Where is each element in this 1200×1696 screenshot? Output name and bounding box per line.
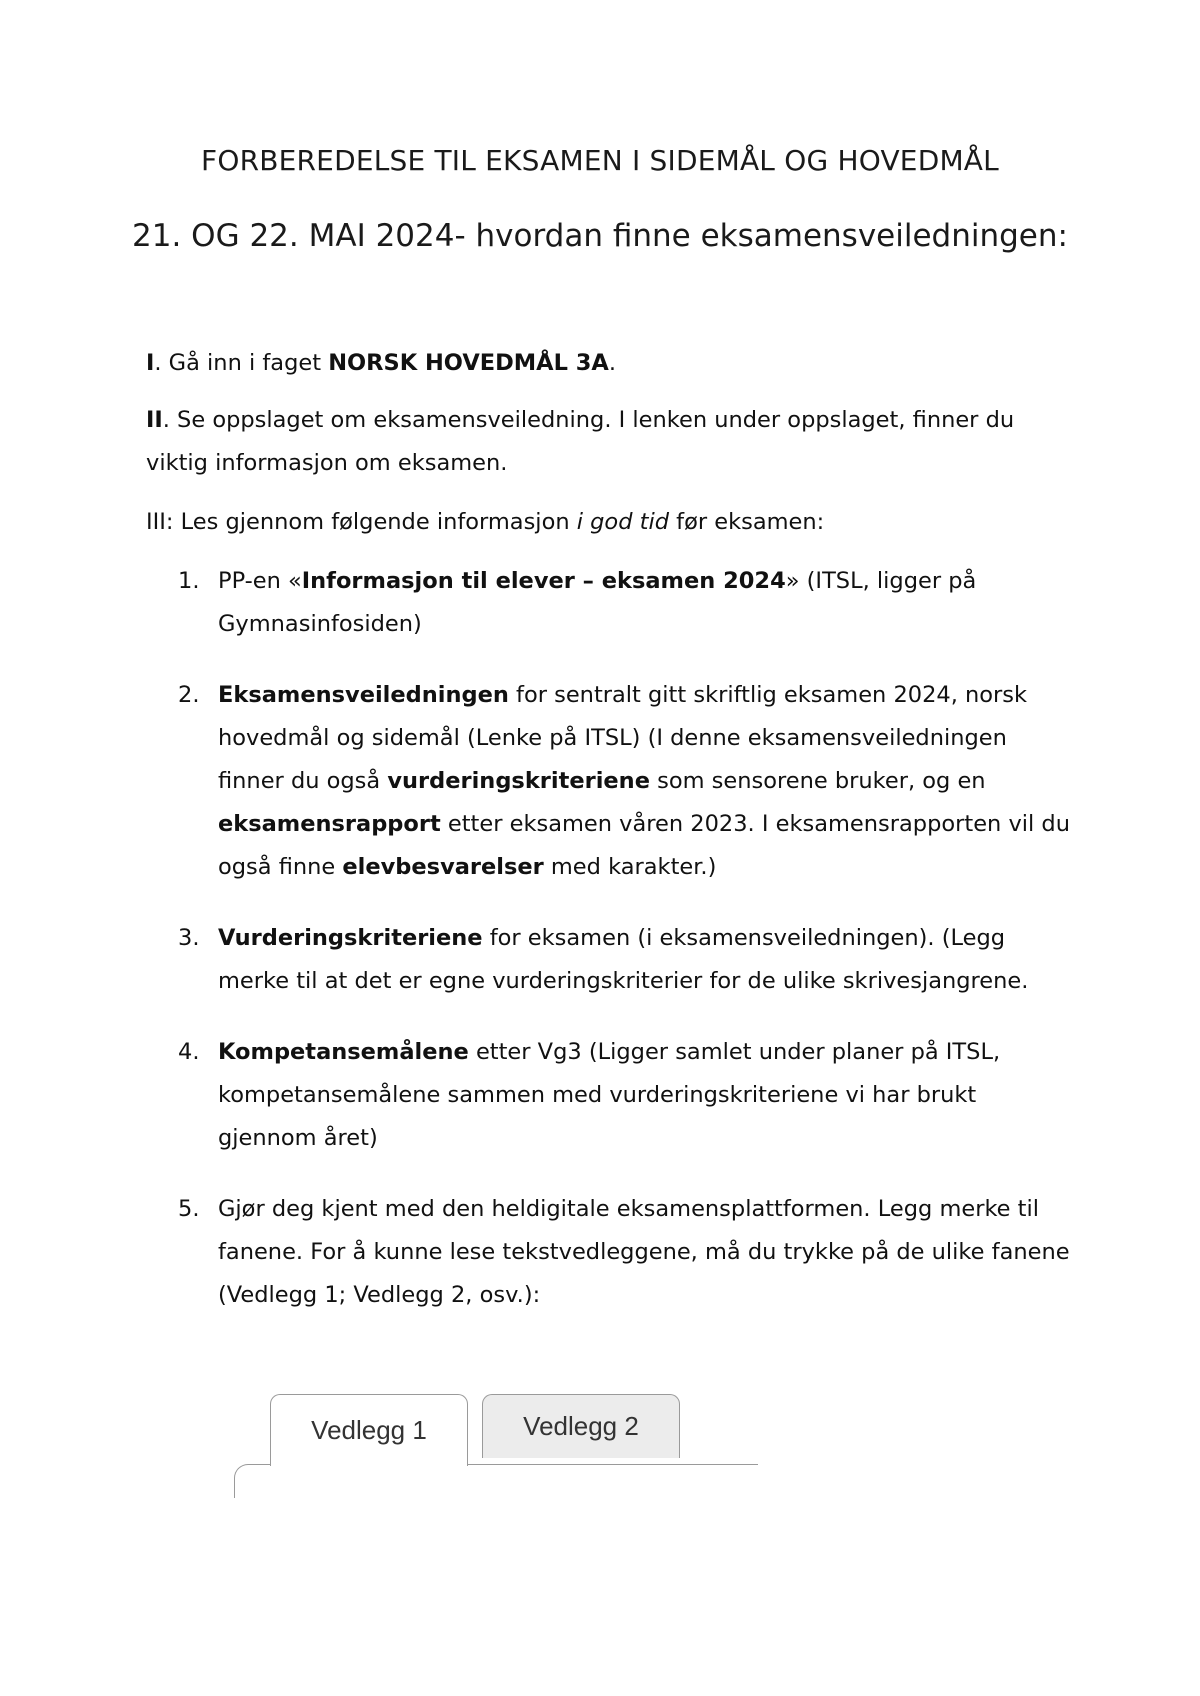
- list-item: [146, 560, 1076, 646]
- roman-numeral: I: [146, 350, 155, 376]
- paragraph-text: . Se oppslaget om eksamensveiledning. I lenken under oppslaget, finner du viktig informasjon om eksamen.: [146, 407, 1015, 476]
- item-bold-text: eksamensrapport: [218, 811, 441, 837]
- list-item: [146, 674, 1076, 889]
- list-number: 2.: [178, 682, 200, 708]
- item-text: PP-en «: [218, 568, 302, 594]
- paragraph-text: .: [608, 350, 616, 376]
- intro-paragraph-1: [146, 342, 1076, 385]
- panel-corner: [234, 1464, 268, 1498]
- item-bold-text: Informasjon til elever – eksamen 2024: [301, 568, 786, 594]
- list-number: 5.: [178, 1196, 200, 1222]
- tab-baseline: [256, 1464, 270, 1465]
- document-subtitle: 21. OG 22. MAI 2024- hvordan finne eksamensveiledningen:: [132, 218, 1068, 254]
- list-item: [146, 1188, 1076, 1317]
- list-item: [146, 917, 1076, 1003]
- roman-numeral: II: [146, 407, 163, 433]
- item-text: etter Vg3 (Ligger samlet under planer på ITSL, kompetansemålene sammen med vurderingskriteriene vi har brukt gjennom året): [218, 1039, 1001, 1151]
- item-bold-text: Vurderingskriteriene: [218, 925, 483, 951]
- tab-vedlegg-2[interactable]: Vedlegg 2: [482, 1394, 680, 1458]
- item-bold-text: elevbesvarelser: [342, 854, 544, 880]
- item-text: for eksamen (i eksamensveiledningen). (Legg merke til at det er egne vurderingskriterier for de ulike skrivesjangrene.: [218, 925, 1029, 994]
- item-text: som sensorene bruker, og en: [649, 768, 986, 794]
- item-bold-text: Kompetansemålene: [218, 1039, 469, 1065]
- item-text: » (ITSL, ligger på Gymnasinfosiden): [218, 568, 977, 637]
- list-number: 4.: [178, 1039, 200, 1065]
- paragraph-text: før eksamen:: [669, 509, 825, 535]
- list-number: 1.: [178, 568, 200, 594]
- item-bold-text: vurderingskriteriene: [387, 768, 650, 794]
- item-bold-text: Eksamensveiledningen: [218, 682, 509, 708]
- item-text: for sentralt gitt skriftlig eksamen 2024, norsk hovedmål og sidemål (Lenke på ITSL) (I denne eksamensveiledningen finner du også: [218, 682, 1028, 794]
- emphasis-text: i god tid: [576, 509, 669, 535]
- steps-list: [146, 560, 1076, 1317]
- tab-vedlegg-1[interactable]: Vedlegg 1: [270, 1394, 468, 1466]
- list-number: 3.: [178, 925, 200, 951]
- list-item: [146, 1031, 1076, 1160]
- item-text: Gjør deg kjent med den heldigitale eksamensplattformen. Legg merke til fanene. For å kunne lese tekstvedleggene, må du trykke på de ulike fanene (Vedlegg 1; Vedlegg 2, osv.):: [218, 1196, 1070, 1308]
- subject-name: NORSK HOVEDMÅL 3A: [328, 350, 609, 376]
- tab-baseline: [468, 1464, 758, 1465]
- intro-paragraph-3: [146, 501, 1076, 544]
- document-title: FORBEREDELSE TIL EKSAMEN I SIDEMÅL OG HOVEDMÅL: [201, 144, 999, 177]
- document-body: [146, 342, 1076, 1345]
- paragraph-text: III: Les gjennom følgende informasjon: [146, 509, 577, 535]
- item-text: med karakter.): [543, 854, 717, 880]
- intro-paragraph-2: [146, 399, 1076, 485]
- exam-tabs-illustration: [232, 1394, 760, 1504]
- paragraph-text: . Gå inn i faget: [154, 350, 329, 376]
- item-text: etter eksamen våren 2023. I eksamensrapporten vil du også finne: [218, 811, 1070, 880]
